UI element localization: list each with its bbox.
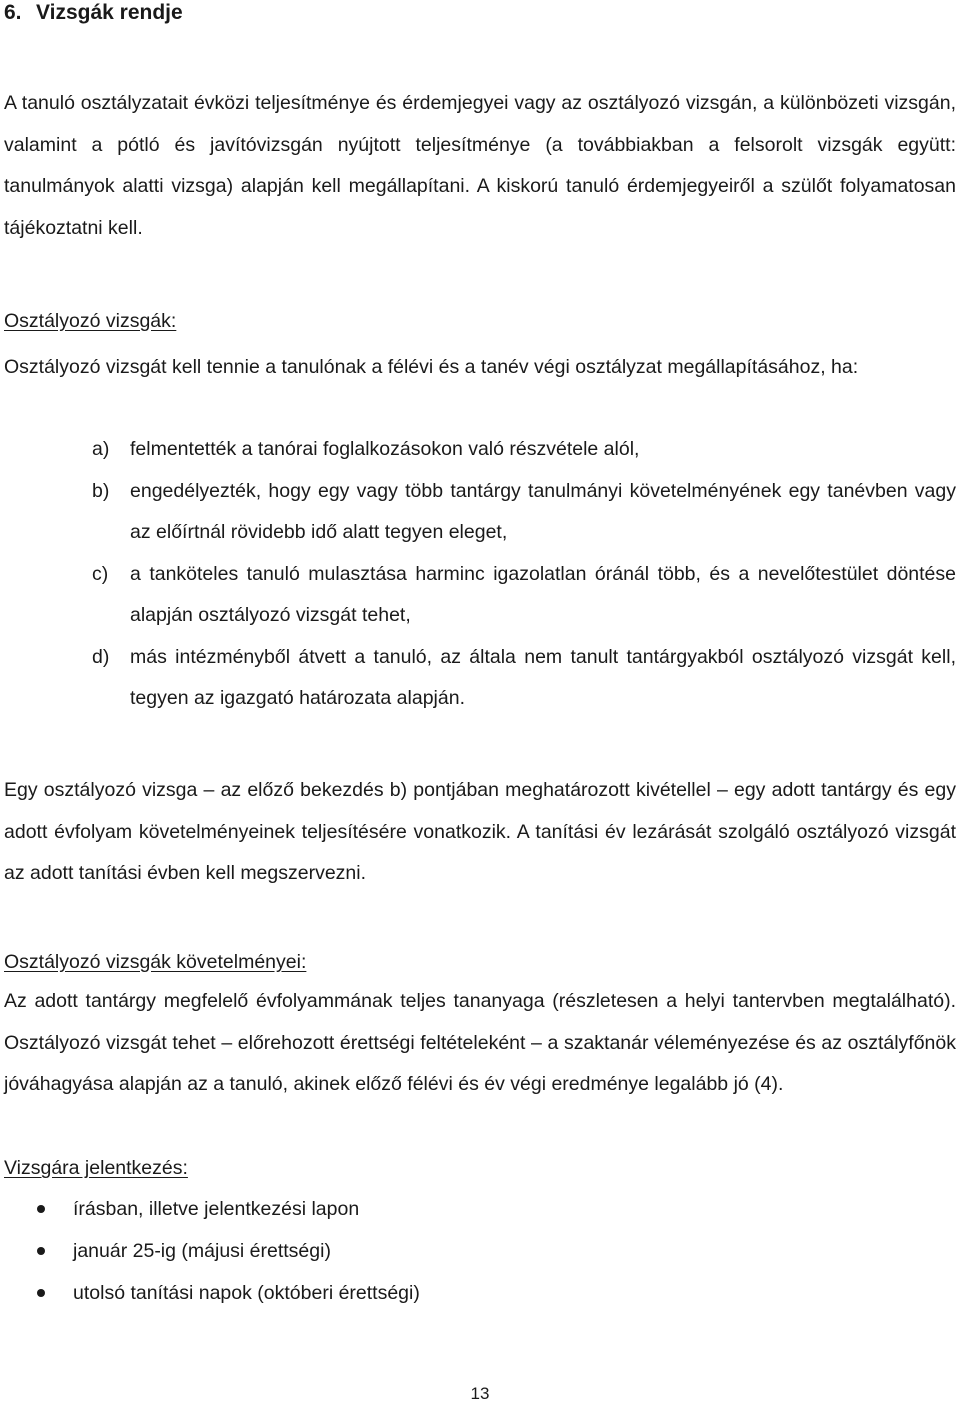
section-number: 6. <box>4 1 22 24</box>
bullet-icon <box>37 1289 45 1297</box>
list-marker: d) <box>92 645 110 668</box>
osztalyozo-conditions-list <box>92 429 956 720</box>
osztalyozo-heading: Osztályozó vizsgák: <box>4 310 177 332</box>
section-heading <box>4 0 183 26</box>
bullet-icon <box>37 1247 45 1255</box>
jelentkezes-list <box>28 1188 928 1314</box>
bullet-item <box>28 1188 928 1230</box>
list-item <box>92 554 956 637</box>
kovetelmenyek-heading: Osztályozó vizsgák követelményei: <box>4 951 307 973</box>
bullet-text: írásban, illetve jelentkezési lapon <box>73 1198 360 1220</box>
bullet-item <box>28 1272 928 1314</box>
list-item-text: más intézményből átvett a tanuló, az általa nem tanult tantárgyakból osztályozó vizsgát kell, tegyen az igazgató határozata alapján. <box>130 645 956 709</box>
list-marker: b) <box>92 479 110 502</box>
bullet-text: január 25-ig (májusi érettségi) <box>73 1240 331 1262</box>
list-marker: c) <box>92 562 109 585</box>
bullet-icon <box>37 1205 45 1213</box>
jelentkezes-heading: Vizsgára jelentkezés: <box>4 1157 188 1179</box>
bullet-item <box>28 1230 928 1272</box>
kovetelmenyek-paragraph: Az adott tantárgy megfelelő évfolyammának teljes tananyaga (részletesen a helyi tantervben megtalálható). Osztályozó vizsgát tehet – előrehozott érettségi feltételeként – a szaktanár véleményezése és az osztályfőnök jóváhagyása alapján az a tanuló, akinek előző félévi és év végi eredménye legalább jó (4). <box>4 990 956 1095</box>
list-item <box>92 471 956 554</box>
page-number: 13 <box>470 1384 490 1403</box>
osztalyozo-note: Egy osztályozó vizsga – az előző bekezdés b) pontjában meghatározott kivétellel – egy adott tantárgy és egy adott évfolyam követelményeinek teljesítésére vonatkozik. A tanítási év lezárását szolgáló osztályozó vizsgát az adott tanítási évben kell megszervezni. <box>4 779 956 884</box>
list-marker: a) <box>92 438 110 460</box>
intro-paragraph: A tanuló osztályzatait évközi teljesítménye és érdemjegyei vagy az osztályozó vizsgán, a különbözeti vizsgán, valamint a pótló és javítóvizsgán nyújtott teljesítménye (a továbbiakban a felsorolt vizsgák együtt: tanulmányok alatti vizsga) alapján kell megállapítani. A kiskorú tanuló érdemjegyeiről a szülőt folyamatosan tájékoztatni kell. <box>4 92 956 239</box>
list-item <box>92 429 956 471</box>
list-item-text: felmentették a tanórai foglalkozásokon való részvétele alól, <box>130 438 640 460</box>
list-item-text: a tanköteles tanuló mulasztása harminc igazolatlan óránál több, és a nevelőtestület döntése alapján osztályozó vizsgát tehet, <box>130 562 956 626</box>
section-title: Vizsgák rendje <box>36 1 183 24</box>
list-item <box>92 637 956 720</box>
bullet-text: utolsó tanítási napok (októberi érettségi) <box>73 1282 420 1304</box>
osztalyozo-lead: Osztályozó vizsgát kell tennie a tanulónak a félévi és a tanév végi osztályzat megállapításához, ha: <box>4 356 859 378</box>
list-item-text: engedélyezték, hogy egy vagy több tantárgy tanulmányi követelményének egy tanévben vagy az előírtnál rövidebb idő alatt tegyen eleget, <box>130 479 956 543</box>
